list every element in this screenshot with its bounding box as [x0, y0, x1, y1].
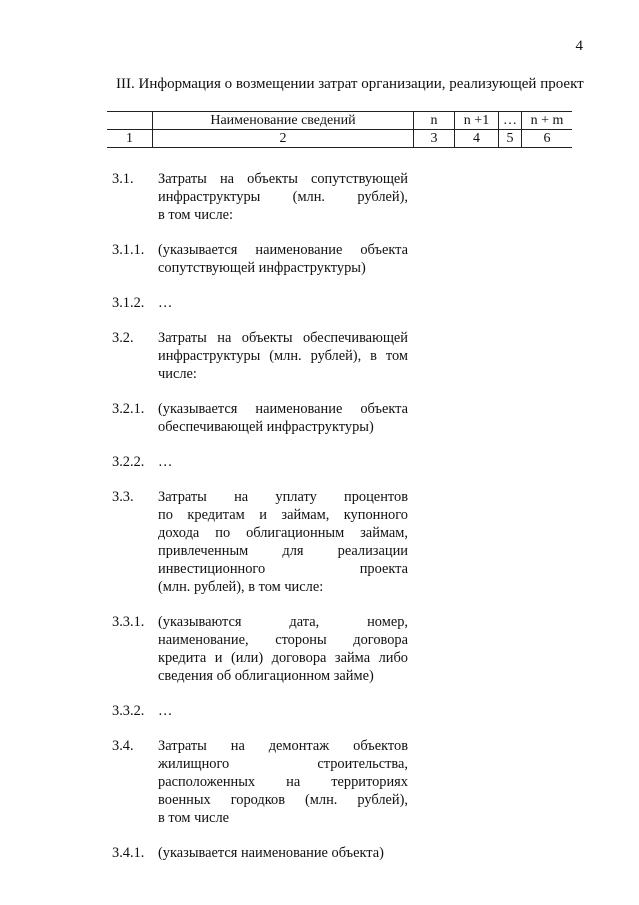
- list-item: [112, 737, 412, 827]
- item-text-line: …: [158, 295, 173, 311]
- header-cell-4: n +1: [455, 112, 499, 130]
- list-item: [112, 453, 412, 471]
- item-text-line: Затраты на объекты сопутствующей: [158, 171, 408, 187]
- item-text-line: сопутствующей инфраструктуры): [158, 260, 366, 276]
- item-text-line: привлеченным для реализации: [158, 543, 408, 559]
- item-text: [158, 294, 408, 312]
- item-text: [158, 613, 408, 685]
- list-item: [112, 488, 412, 596]
- header-cell-2: Наименование сведений: [153, 112, 414, 130]
- item-number: 3.3.2.: [112, 703, 145, 719]
- item-text-line: Затраты на демонтаж объектов: [158, 738, 408, 754]
- number-cell-2: 2: [153, 130, 414, 148]
- header-cell-3: n: [414, 112, 455, 130]
- number-cell-6: 6: [522, 130, 573, 148]
- number-row: [107, 130, 572, 148]
- item-text-line: (указывается наименование объекта): [158, 845, 384, 861]
- item-number: 3.2.: [112, 330, 134, 346]
- list-item: [112, 844, 412, 862]
- page-number: 4: [575, 38, 583, 54]
- item-text-line: кредита и (или) договора займа либо: [158, 650, 408, 666]
- item-text: [158, 488, 408, 596]
- item-number: 3.1.: [112, 171, 134, 187]
- item-text: [158, 702, 408, 720]
- item-text: [158, 329, 408, 383]
- list-item: [112, 241, 412, 277]
- number-cell-3: 3: [414, 130, 455, 148]
- item-text-line: (указывается наименование объекта: [158, 401, 408, 417]
- item-text-line: Затраты на объекты обеспечивающей: [158, 330, 408, 346]
- item-number: 3.3.1.: [112, 614, 145, 630]
- item-text-line: Затраты на уплату процентов: [158, 489, 408, 505]
- item-text-line: жилищного строительства,: [158, 756, 408, 772]
- header-row: [107, 112, 572, 130]
- header-table: [107, 111, 572, 148]
- item-text-line: расположенных на территориях: [158, 774, 408, 790]
- item-text-line: обеспечивающей инфраструктуры): [158, 419, 374, 435]
- item-text-line: …: [158, 703, 173, 719]
- item-text-line: инфраструктуры (млн. рублей),: [158, 189, 408, 205]
- header-cell-5: …: [499, 112, 522, 130]
- item-text-line: в том числе:: [158, 207, 234, 223]
- item-text-line: наименование, стороны договора: [158, 632, 408, 648]
- item-text: [158, 453, 408, 471]
- item-text: [158, 241, 408, 277]
- items-list: [112, 170, 412, 879]
- item-number: 3.4.: [112, 738, 134, 754]
- item-number: 3.4.1.: [112, 845, 145, 861]
- list-item: [112, 170, 412, 224]
- item-number: 3.2.2.: [112, 454, 145, 470]
- item-text-line: числе:: [158, 366, 197, 382]
- item-text-line: …: [158, 454, 173, 470]
- list-item: [112, 613, 412, 685]
- item-number: 3.2.1.: [112, 401, 145, 417]
- item-text-line: инфраструктуры (млн. рублей), в том: [158, 348, 408, 364]
- list-item: [112, 329, 412, 383]
- item-number: 3.3.: [112, 489, 134, 505]
- header-cell-6: n + m: [522, 112, 573, 130]
- item-text-line: инвестиционного проекта: [158, 561, 408, 577]
- item-text: [158, 400, 408, 436]
- item-text-line: по кредитам и займам, купонного: [158, 507, 408, 523]
- list-item: [112, 294, 412, 312]
- number-cell-1: 1: [107, 130, 153, 148]
- item-text: [158, 844, 408, 862]
- item-text-line: (млн. рублей), в том числе:: [158, 579, 324, 595]
- item-text-line: сведения об облигационном займе): [158, 668, 374, 684]
- number-cell-5: 5: [499, 130, 522, 148]
- section-title: III. Информация о возмещении затрат организации, реализующей проект: [116, 76, 584, 92]
- item-number: 3.1.1.: [112, 242, 145, 258]
- header-cell-1: [107, 112, 153, 130]
- item-text: [158, 737, 408, 827]
- item-number: 3.1.2.: [112, 295, 145, 311]
- list-item: [112, 702, 412, 720]
- item-text-line: (указываются дата, номер,: [158, 614, 408, 630]
- number-cell-4: 4: [455, 130, 499, 148]
- item-text-line: военных городков (млн. рублей),: [158, 792, 408, 808]
- item-text: [158, 170, 408, 224]
- list-item: [112, 400, 412, 436]
- item-text-line: (указывается наименование объекта: [158, 242, 408, 258]
- item-text-line: дохода по облигационным займам,: [158, 525, 408, 541]
- item-text-line: в том числе: [158, 810, 230, 826]
